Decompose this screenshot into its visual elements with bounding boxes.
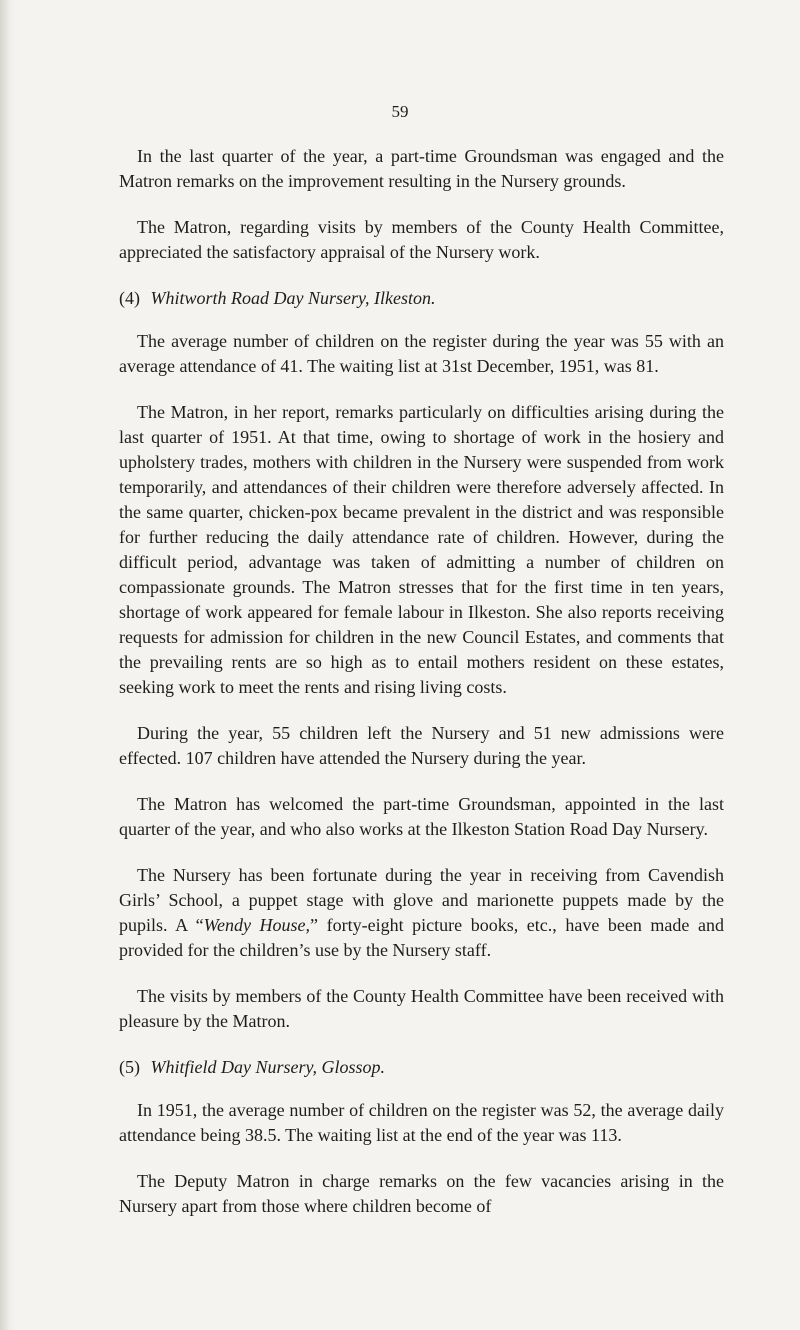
section-heading-whitfield	[119, 1055, 724, 1080]
section-title: Whitfield Day Nursery, Glossop.	[150, 1057, 385, 1077]
section-number: (4)	[119, 288, 140, 308]
puppet-text-before: The Nursery has been fortunate during the year in receiving from Cavendish Girls’ School, a puppet stage with glove and marionette puppets made by the pupils. A “	[119, 865, 724, 935]
puppet-text-after: ” forty-eight picture books, etc., have been made and provided for the children’s use by the Nursery staff.	[119, 915, 724, 960]
page-number: 59	[391, 102, 409, 121]
puppet-text-italic: Wendy House,	[203, 915, 311, 935]
section-title: Whitworth Road Day Nursery, Ilkeston.	[150, 288, 436, 308]
paragraph-whitworth-attendance: The average number of children on the register during the year was 55 with an average attendance of 41. The waiting list at 31st December, 1951, was 81.	[119, 331, 724, 376]
paragraph-whitworth-groundsman: The Matron has welcomed the part-time Groundsman, appointed in the last quarter of the year, and who also works at the Ilkeston Station Road Day Nursery.	[119, 794, 724, 839]
paragraph-committee-visits: The Matron, regarding visits by members of the County Health Committee, appreciated the satisfactory appraisal of the Nursery work.	[119, 217, 724, 262]
paragraph-whitfield-attendance: In 1951, the average number of children on the register was 52, the average daily attendance being 38.5. The waiting list at the end of the year was 113.	[119, 1100, 724, 1145]
section-number: (5)	[119, 1057, 140, 1077]
paragraph-whitworth-puppets	[119, 863, 724, 963]
paragraph-whitworth-report: The Matron, in her report, remarks particularly on difficulties arising during the last quarter of 1951. At that time, owing to shortage of work in the hosiery and upholstery trades, mothers with children in the Nursery were suspended from work temporarily, and attendances of their children were therefore adversely affected. In the same quarter, chicken-pox became prevalent in the district and was responsible for further reducing the daily attendance rate of children. However, during the difficult period, advantage was taken of admitting a number of children on compassionate grounds. The Matron stresses that for the first time in ten years, shortage of work appeared for female labour in Ilkeston. She also reports receiving requests for admission for children in the new Council Estates, and comments that the prevailing rents are so high as to entail mothers resident on these estates, seeking work to meet the rents and rising living costs.	[119, 402, 724, 697]
paragraph-groundsman: In the last quarter of the year, a part-time Groundsman was engaged and the Matron remarks on the improvement resulting in the Nursery grounds.	[119, 146, 724, 191]
body-text	[119, 144, 724, 1240]
page-spine-shadow	[0, 0, 14, 1330]
paragraph-whitfield-vacancies: The Deputy Matron in charge remarks on the few vacancies arising in the Nursery apart from those where children become of	[119, 1171, 724, 1216]
paragraph-whitworth-closing: The visits by members of the County Health Committee have been received with pleasure by the Matron.	[119, 986, 724, 1031]
paragraph-whitworth-admissions: During the year, 55 children left the Nursery and 51 new admissions were effected. 107 children have attended the Nursery during the year.	[119, 723, 724, 768]
section-heading-whitworth	[119, 286, 724, 311]
